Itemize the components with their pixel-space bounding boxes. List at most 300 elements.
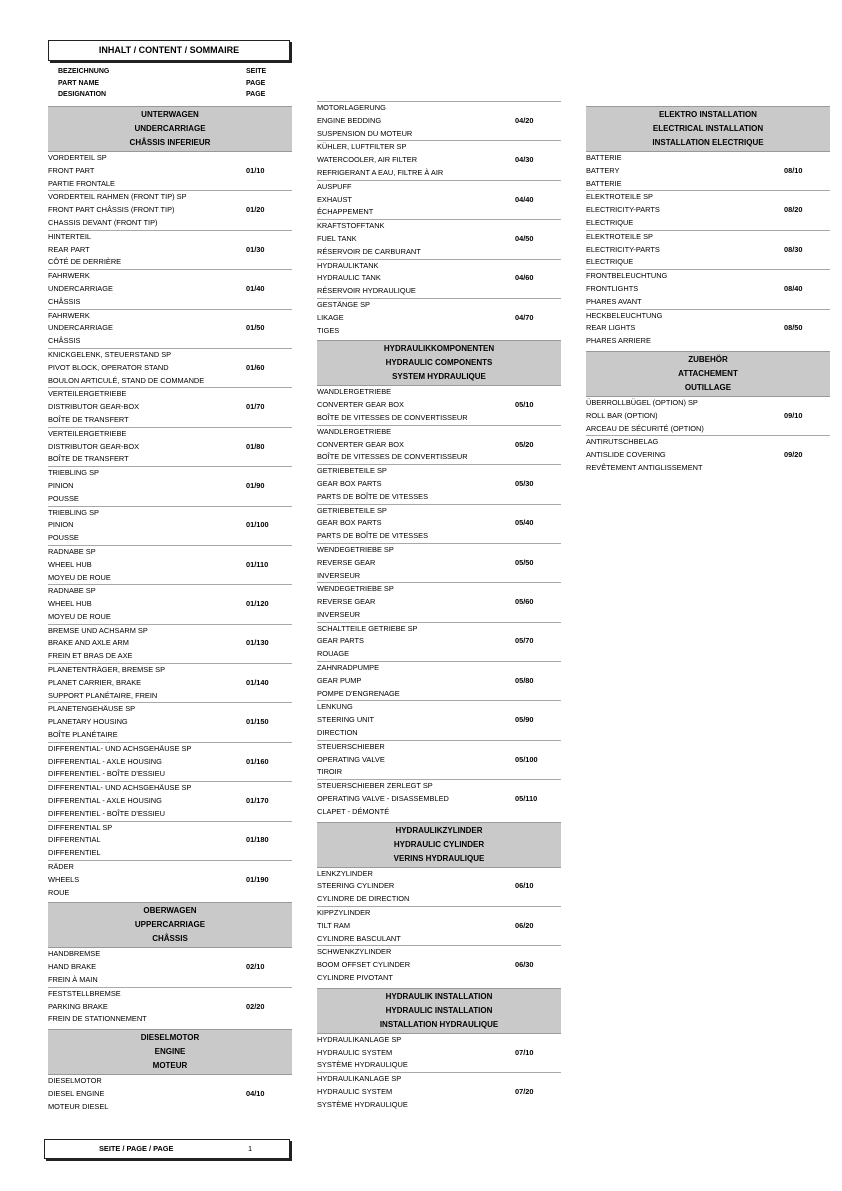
toc-entry [586, 152, 830, 191]
page-ref: 01/120 [246, 599, 269, 609]
toc-entry [48, 585, 292, 624]
page-ref: 01/70 [246, 402, 265, 412]
part-name: FRONTBELEUCHTUNG [586, 271, 668, 281]
legend-name-de: BEZEICHNUNG [58, 68, 110, 75]
page-ref: 01/10 [246, 165, 265, 175]
toc-entry [317, 220, 561, 259]
legend-name-en: PART NAME [58, 79, 100, 87]
legend-name-fr: DESIGNATION [58, 91, 107, 98]
page-ref: 01/100 [246, 520, 269, 530]
part-name: KIPPZYLINDER [317, 908, 371, 918]
part-name: WHEELS [48, 874, 80, 884]
part-name: HYDRAULIKANLAGE SP [317, 1074, 402, 1084]
part-name: BATTERY [586, 165, 620, 175]
section-title: UPPERCARRIAGE [134, 920, 206, 930]
part-name: FUEL TANK [317, 233, 357, 243]
toc-entry [586, 310, 830, 348]
part-name: UNDERCARRIAGE [48, 323, 113, 333]
page-ref: 02/10 [246, 962, 265, 972]
part-name: CYLINDRE BASCULANT [317, 933, 401, 943]
part-name: SUPPORT PLANÉTAIRE, FREIN [48, 690, 158, 700]
page-ref: 01/20 [246, 205, 265, 215]
part-name: PHARES ARRIERE [586, 336, 651, 346]
toc-entry [48, 861, 292, 899]
part-name: RÄDER [48, 862, 74, 872]
part-name: LENKUNG [317, 702, 353, 712]
toc-entry [317, 544, 561, 583]
section-title: ELECTRICAL INSTALLATION [652, 124, 764, 133]
toc-entry [317, 780, 561, 818]
part-name: ROUAGE [317, 649, 350, 659]
part-name: POMPE D'ENGRENAGE [317, 688, 400, 698]
part-name: FRONT PART CHÂSSIS (FRONT TIP) [48, 205, 175, 215]
page-ref: 05/50 [515, 557, 534, 567]
part-name: INVERSEUR [317, 609, 361, 619]
part-name: HAND BRAKE [48, 962, 97, 972]
page-ref: 05/40 [515, 518, 534, 528]
part-name: INVERSEUR [317, 570, 361, 580]
page-ref: 06/30 [515, 960, 534, 970]
toc-entry [317, 701, 561, 740]
section-header [317, 340, 561, 386]
part-name: DISTRIBUTOR GEAR-BOX [48, 441, 140, 451]
section-title: ZUBEHÖR [688, 354, 728, 364]
part-name: BOOM OFFSET CYLINDER [317, 960, 411, 970]
part-name: BOÎTE DE VITESSES DE CONVERTISSEUR [317, 412, 468, 422]
section-title: HYDRAULIC COMPONENTS [385, 358, 493, 368]
part-name: HYDRAULIC SYSTEM [317, 1087, 393, 1096]
page-ref: 05/10 [515, 400, 534, 410]
page-ref: 05/90 [515, 715, 534, 725]
part-name: CLAPET - DÉMONTÉ [317, 806, 390, 816]
section-title: HYDRAULIKKOMPONENTEN [383, 344, 495, 354]
toc-entry [586, 231, 830, 270]
section-title: ENGINE [154, 1047, 186, 1057]
part-name: WANDLERGETRIEBE [317, 426, 392, 436]
part-name: FAHRWERK [48, 271, 90, 281]
legend-page-de: SEITE [246, 68, 267, 75]
part-name: WHEEL HUB [48, 559, 92, 569]
page-ref: 06/20 [515, 920, 534, 930]
toc-entry [317, 181, 561, 220]
column-legend [58, 66, 274, 101]
part-name: STEUERSCHIEBER [317, 741, 385, 751]
section-title: HYDRAULIC INSTALLATION [385, 1005, 493, 1015]
part-name: CONVERTER GEAR BOX [317, 439, 404, 449]
part-name: MOTEUR DIESEL [48, 1101, 109, 1111]
section-title: HYDRAULIK INSTALLATION [385, 991, 493, 1001]
section-title: ATTACHEMENT [678, 368, 738, 378]
part-name: ELEKTROTEILE SP [586, 192, 653, 202]
toc-entry [48, 507, 292, 546]
part-name: PLANET CARRIER, BRAKE [48, 677, 142, 687]
part-name: ARCEAU DE SÉCURITÉ (OPTION) [586, 423, 704, 433]
toc-entry [317, 299, 561, 337]
page-ref: 01/80 [246, 441, 265, 451]
toc-entry [317, 1034, 561, 1073]
part-name: BATTERIE [586, 153, 622, 162]
part-name: SYSTÈME HYDRAULIQUE [317, 1099, 408, 1109]
toc-entry [317, 1073, 561, 1111]
toc-entry [48, 743, 292, 782]
part-name: MOTORLAGERUNG [317, 103, 386, 112]
page-ref: 08/50 [784, 323, 803, 333]
part-name: PLANETENTRÄGER, BREMSE SP [48, 665, 166, 675]
page-ref: 05/30 [515, 478, 534, 488]
toc-entry [317, 623, 561, 662]
section-header [317, 822, 561, 868]
part-name: DIESELMOTOR [48, 1076, 102, 1086]
toc-entry [317, 662, 561, 701]
part-name: KÜHLER, LUFTFILTER SP [317, 142, 407, 152]
part-name: REAR LIGHTS [586, 323, 636, 333]
section-header [48, 902, 292, 948]
section-title: OUTILLAGE [684, 382, 732, 392]
part-name: BOÎTE DE TRANSFERT [48, 454, 129, 464]
part-name: FESTSTELLBREMSE [48, 988, 121, 998]
toc-entry [48, 1075, 292, 1113]
part-name: BOÎTE DE TRANSFERT [48, 414, 129, 424]
toc-entry [317, 465, 561, 504]
toc-entry [586, 436, 830, 474]
page-ref: 06/10 [515, 881, 534, 891]
part-name: PLANETARY HOUSING [48, 717, 128, 727]
page-ref: 01/110 [246, 559, 269, 569]
page-ref: 04/30 [515, 155, 534, 165]
part-name: GETRIEBETEILE SP [317, 466, 387, 476]
page-ref: 09/20 [784, 450, 803, 460]
page-ref: 08/10 [784, 165, 803, 175]
part-name: OPERATING VALVE - DISASSEMBLED [317, 794, 449, 804]
section-header [48, 106, 292, 152]
part-name: DISTRIBUTOR GEAR-BOX [48, 402, 140, 412]
section-title: HYDRAULIKZYLINDER [395, 825, 483, 835]
part-name: ZAHNRADPUMPE [317, 663, 380, 673]
page-ref: 01/60 [246, 362, 265, 372]
part-name: PARTIE FRONTALE [48, 178, 115, 188]
page-ref: 01/170 [246, 796, 269, 806]
part-name: STEUERSCHIEBER ZERLEGT SP [317, 781, 433, 791]
toc-entry [317, 583, 561, 622]
part-name: POUSSE [48, 533, 79, 543]
part-name: MOYEU DE ROUE [48, 572, 111, 582]
section-header [586, 106, 830, 152]
part-name: POUSSE [48, 493, 79, 503]
page-ref: 04/40 [515, 194, 534, 204]
part-name: REAR PART [48, 244, 90, 254]
toc-entry [317, 386, 561, 425]
part-name: GETRIEBETEILE SP [317, 505, 387, 515]
part-name: PARKING BRAKE [48, 1001, 108, 1011]
part-name: CYLINDRE DE DIRECTION [317, 894, 410, 904]
part-name: CHASSIS DEVANT (FRONT TIP) [48, 217, 158, 227]
toc-entry [48, 310, 292, 349]
part-name: ELECTRICITY-PARTS [586, 205, 660, 215]
part-name: ANTISLIDE COVERING [586, 450, 666, 460]
part-name: DIFFERENTIAL- UND ACHSGEHÄUSE SP [48, 783, 192, 793]
part-name: REFRIGERANT A EAU, FILTRE À AIR [317, 167, 444, 177]
part-name: RADNABE SP [48, 546, 96, 556]
part-name: CHÂSSIS [48, 296, 81, 306]
toc-entry [48, 988, 292, 1026]
page-ref: 02/20 [246, 1001, 265, 1011]
page-ref: 04/60 [515, 273, 534, 283]
part-name: RÉSERVOIR HYDRAULIQUE [317, 286, 416, 296]
toc-entry [48, 546, 292, 585]
part-name: DIFFERENTIEL - BOÎTE D'ESSIEU [48, 769, 165, 779]
part-name: DIESEL ENGINE [48, 1089, 105, 1098]
part-name: DIFFERENTIAL [48, 835, 101, 845]
toc-entry [317, 505, 561, 544]
page-ref: 08/30 [784, 244, 803, 254]
part-name: RADNABE SP [48, 586, 96, 596]
page-ref: 01/180 [246, 835, 269, 845]
page-ref: 05/80 [515, 675, 534, 685]
page-ref: 04/10 [246, 1089, 265, 1098]
toc-entry [48, 270, 292, 309]
toc-entry [317, 260, 561, 299]
part-name: KNICKGELENK, STEUERSTAND SP [48, 349, 172, 359]
section-header [317, 988, 561, 1034]
part-name: FREIN À MAIN [48, 975, 98, 985]
part-name: LENKZYLINDER [317, 868, 373, 878]
part-name: FRONT PART [48, 165, 95, 175]
part-name: BRAKE AND AXLE ARM [48, 638, 129, 648]
part-name: VORDERTEIL RAHMEN (FRONT TIP) SP [48, 192, 187, 202]
part-name: ROUE [48, 887, 70, 897]
toc-entry [48, 467, 292, 506]
part-name: HINTERTEIL [48, 231, 91, 241]
toc-entry [48, 822, 292, 861]
part-name: ÜBERROLLBÜGEL (OPTION) SP [586, 397, 698, 407]
part-name: PARTS DE BOÎTE DE VITESSES [317, 491, 429, 501]
page-ref: 07/20 [515, 1087, 534, 1096]
section-title: ELEKTRO INSTALLATION [659, 110, 757, 119]
page-ref: 01/50 [246, 323, 265, 333]
part-name: HYDRAULIKANLAGE SP [317, 1034, 402, 1044]
part-name: SUSPENSION DU MOTEUR [317, 128, 413, 138]
page-ref: 08/20 [784, 205, 803, 215]
page-number: 1 [248, 1144, 253, 1153]
toc-entry [317, 741, 561, 780]
part-name: RÉSERVOIR DE CARBURANT [317, 246, 421, 256]
part-name: DIFFERENTIAL SP [48, 822, 113, 832]
part-name: PARTS DE BOÎTE DE VITESSES [317, 531, 429, 541]
part-name: DIRECTION [317, 728, 358, 738]
part-name: BATTERIE [586, 178, 622, 188]
page-ref: 05/100 [515, 754, 538, 764]
toc-entry [48, 152, 292, 191]
part-name: TRIEBLING SP [48, 468, 99, 478]
part-name: PLANETENGEHÄUSE SP [48, 704, 136, 714]
part-name: OPERATING VALVE [317, 754, 385, 764]
toc-entry [586, 397, 830, 436]
part-name: AUSPUFF [317, 181, 352, 191]
page-ref: 04/50 [515, 233, 534, 243]
part-name: EXHAUST [317, 194, 352, 204]
page-ref: 01/160 [246, 756, 269, 766]
page-ref: 01/130 [246, 638, 269, 648]
part-name: BREMSE UND ACHSARM SP [48, 625, 148, 635]
page-ref: 05/70 [515, 636, 534, 646]
toc-column-1 [48, 106, 292, 1114]
page-ref: 04/70 [515, 312, 534, 322]
page-ref: 05/110 [515, 794, 538, 804]
part-name: VERTEILERGETRIEBE [48, 389, 127, 399]
part-name: CÔTÉ DE DERRIÈRE [48, 257, 122, 267]
toc-entry [317, 101, 561, 141]
section-title: UNTERWAGEN [141, 110, 199, 119]
part-name: ENGINE BEDDING [317, 115, 382, 125]
part-name: CHÂSSIS [48, 336, 81, 346]
toc-entry [317, 868, 561, 907]
part-name: MOYEU DE ROUE [48, 611, 111, 621]
section-title: MOTEUR [152, 1061, 188, 1071]
page-footer [44, 1139, 290, 1159]
part-name: ELECTRICITY-PARTS [586, 244, 660, 254]
section-title: CHÂSSIS [152, 934, 188, 944]
part-name: HECKBELEUCHTUNG [586, 310, 663, 320]
section-title: INSTALLATION ELECTRIQUE [652, 138, 764, 147]
toc-entry [48, 388, 292, 427]
part-name: ELEKTROTEILE SP [586, 231, 653, 241]
section-title: SYSTEM HYDRAULIQUE [392, 372, 486, 382]
toc-column-3 [586, 106, 830, 475]
part-name: ELECTRIQUE [586, 257, 634, 267]
part-name: SYSTÈME HYDRAULIQUE [317, 1060, 408, 1070]
section-title: HYDRAULIC CYLINDER [393, 839, 485, 849]
toc-entry [48, 948, 292, 987]
part-name: GEAR PUMP [317, 675, 362, 685]
page-ref: 01/140 [246, 677, 269, 687]
part-name: UNDERCARRIAGE [48, 283, 113, 293]
part-name: LIKAGE [317, 312, 344, 322]
legend-page-en: PAGE [246, 79, 266, 87]
part-name: FREIN DE STATIONNEMENT [48, 1014, 147, 1024]
part-name: SCHALTTEILE GETRIEBE SP [317, 623, 418, 633]
page-ref: 01/90 [246, 480, 265, 490]
section-title: DIESELMOTOR [140, 1033, 200, 1043]
part-name: PHARES AVANT [586, 296, 642, 306]
page-ref: 01/150 [246, 717, 269, 727]
legend-page-fr: PAGE [246, 91, 266, 98]
section-title: CHÂSSIS INFERIEUR [129, 138, 211, 147]
part-name: DIFFERENTIAL - AXLE HOUSING [48, 756, 162, 766]
part-name: FREIN ET BRAS DE AXE [48, 651, 133, 661]
part-name: HYDRAULIC TANK [317, 273, 381, 283]
part-name: DIFFERENTIEL [48, 848, 101, 858]
page-title: INHALT / CONTENT / SOMMAIRE [48, 40, 290, 61]
part-name: PINION [48, 520, 74, 530]
part-name: VERTEILERGETRIEBE [48, 428, 127, 438]
page-ref: 01/190 [246, 874, 269, 884]
part-name: BOÎTE DE VITESSES DE CONVERTISSEUR [317, 452, 468, 462]
part-name: GEAR PARTS [317, 636, 364, 646]
part-name: TIGES [317, 325, 340, 335]
part-name: WHEEL HUB [48, 599, 92, 609]
part-name: CONVERTER GEAR BOX [317, 400, 404, 410]
part-name: ELECTRIQUE [586, 217, 634, 227]
part-name: BOULON ARTICULÉ, STAND DE COMMANDE [48, 375, 205, 385]
section-header [586, 351, 830, 397]
part-name: CYLINDRE PIVOTANT [317, 973, 393, 983]
toc-entry [586, 270, 830, 309]
part-name: PINION [48, 480, 74, 490]
part-name: STEERING CYLINDER [317, 881, 395, 891]
part-name: GEAR BOX PARTS [317, 518, 382, 528]
toc-entry [317, 426, 561, 465]
toc-entry [48, 349, 292, 388]
part-name: DIFFERENTIEL - BOÎTE D'ESSIEU [48, 808, 165, 818]
toc-entry [48, 664, 292, 703]
toc-entry [48, 703, 292, 742]
part-name: GESTÄNGE SP [317, 299, 370, 309]
page-ref: 07/10 [515, 1047, 534, 1057]
part-name: SCHWENKZYLINDER [317, 947, 392, 957]
section-title: UNDERCARRIAGE [134, 124, 206, 133]
toc-column-2 [317, 101, 561, 1112]
part-name: HYDRAULIC SYSTEM [317, 1047, 393, 1057]
footer-label: SEITE / PAGE / PAGE [99, 1144, 174, 1153]
part-name: VORDERTEIL SP [48, 153, 107, 162]
part-name: ROLL BAR (OPTION) [586, 410, 658, 420]
part-name: ANTIRUTSCHBELAG [586, 437, 659, 447]
part-name: TIROIR [317, 767, 343, 777]
page-ref: 08/40 [784, 283, 803, 293]
toc-entry [317, 141, 561, 180]
part-name: REVERSE GEAR [317, 557, 376, 567]
toc-entry [48, 428, 292, 467]
part-name: REVERSE GEAR [317, 597, 376, 607]
toc-entry [586, 191, 830, 230]
part-name: WENDEGETRIEBE SP [317, 544, 394, 554]
page-ref: 04/20 [515, 115, 534, 125]
toc-entry [48, 191, 292, 230]
section-header [48, 1029, 292, 1075]
part-name: STEERING UNIT [317, 715, 375, 725]
part-name: DIFFERENTIAL- UND ACHSGEHÄUSE SP [48, 743, 192, 753]
part-name: WANDLERGETRIEBE [317, 387, 392, 397]
part-name: KRAFTSTOFFTANK [317, 221, 385, 231]
part-name: DIFFERENTIAL - AXLE HOUSING [48, 796, 162, 806]
page-ref: 05/60 [515, 597, 534, 607]
page-ref: 01/30 [246, 244, 265, 254]
section-title: VERINS HYDRAULIQUE [393, 853, 485, 863]
part-name: HANDBREMSE [48, 949, 101, 959]
part-name: WENDEGETRIEBE SP [317, 584, 394, 594]
page-ref: 05/20 [515, 439, 534, 449]
toc-entry [48, 625, 292, 664]
section-title: OBERWAGEN [143, 906, 197, 916]
page-ref: 09/10 [784, 410, 803, 420]
part-name: FRONTLIGHTS [586, 283, 639, 293]
part-name: PIVOT BLOCK, OPERATOR STAND [48, 362, 169, 372]
toc-entry [48, 782, 292, 821]
part-name: REVÊTEMENT ANTIGLISSEMENT [586, 462, 703, 472]
part-name: GEAR BOX PARTS [317, 478, 382, 488]
toc-entry [317, 907, 561, 946]
toc-entry [317, 946, 561, 984]
section-title: INSTALLATION HYDRAULIQUE [379, 1019, 499, 1029]
part-name: WATERCOOLER, AIR FILTER [317, 155, 418, 165]
part-name: TILT RAM [317, 920, 350, 930]
toc-entry [48, 231, 292, 270]
part-name: HYDRAULIKTANK [317, 260, 379, 270]
part-name: TRIEBLING SP [48, 507, 99, 517]
part-name: ÉCHAPPEMENT [317, 207, 374, 217]
part-name: FAHRWERK [48, 310, 90, 320]
part-name: BOÎTE PLANÉTAIRE [48, 730, 118, 740]
